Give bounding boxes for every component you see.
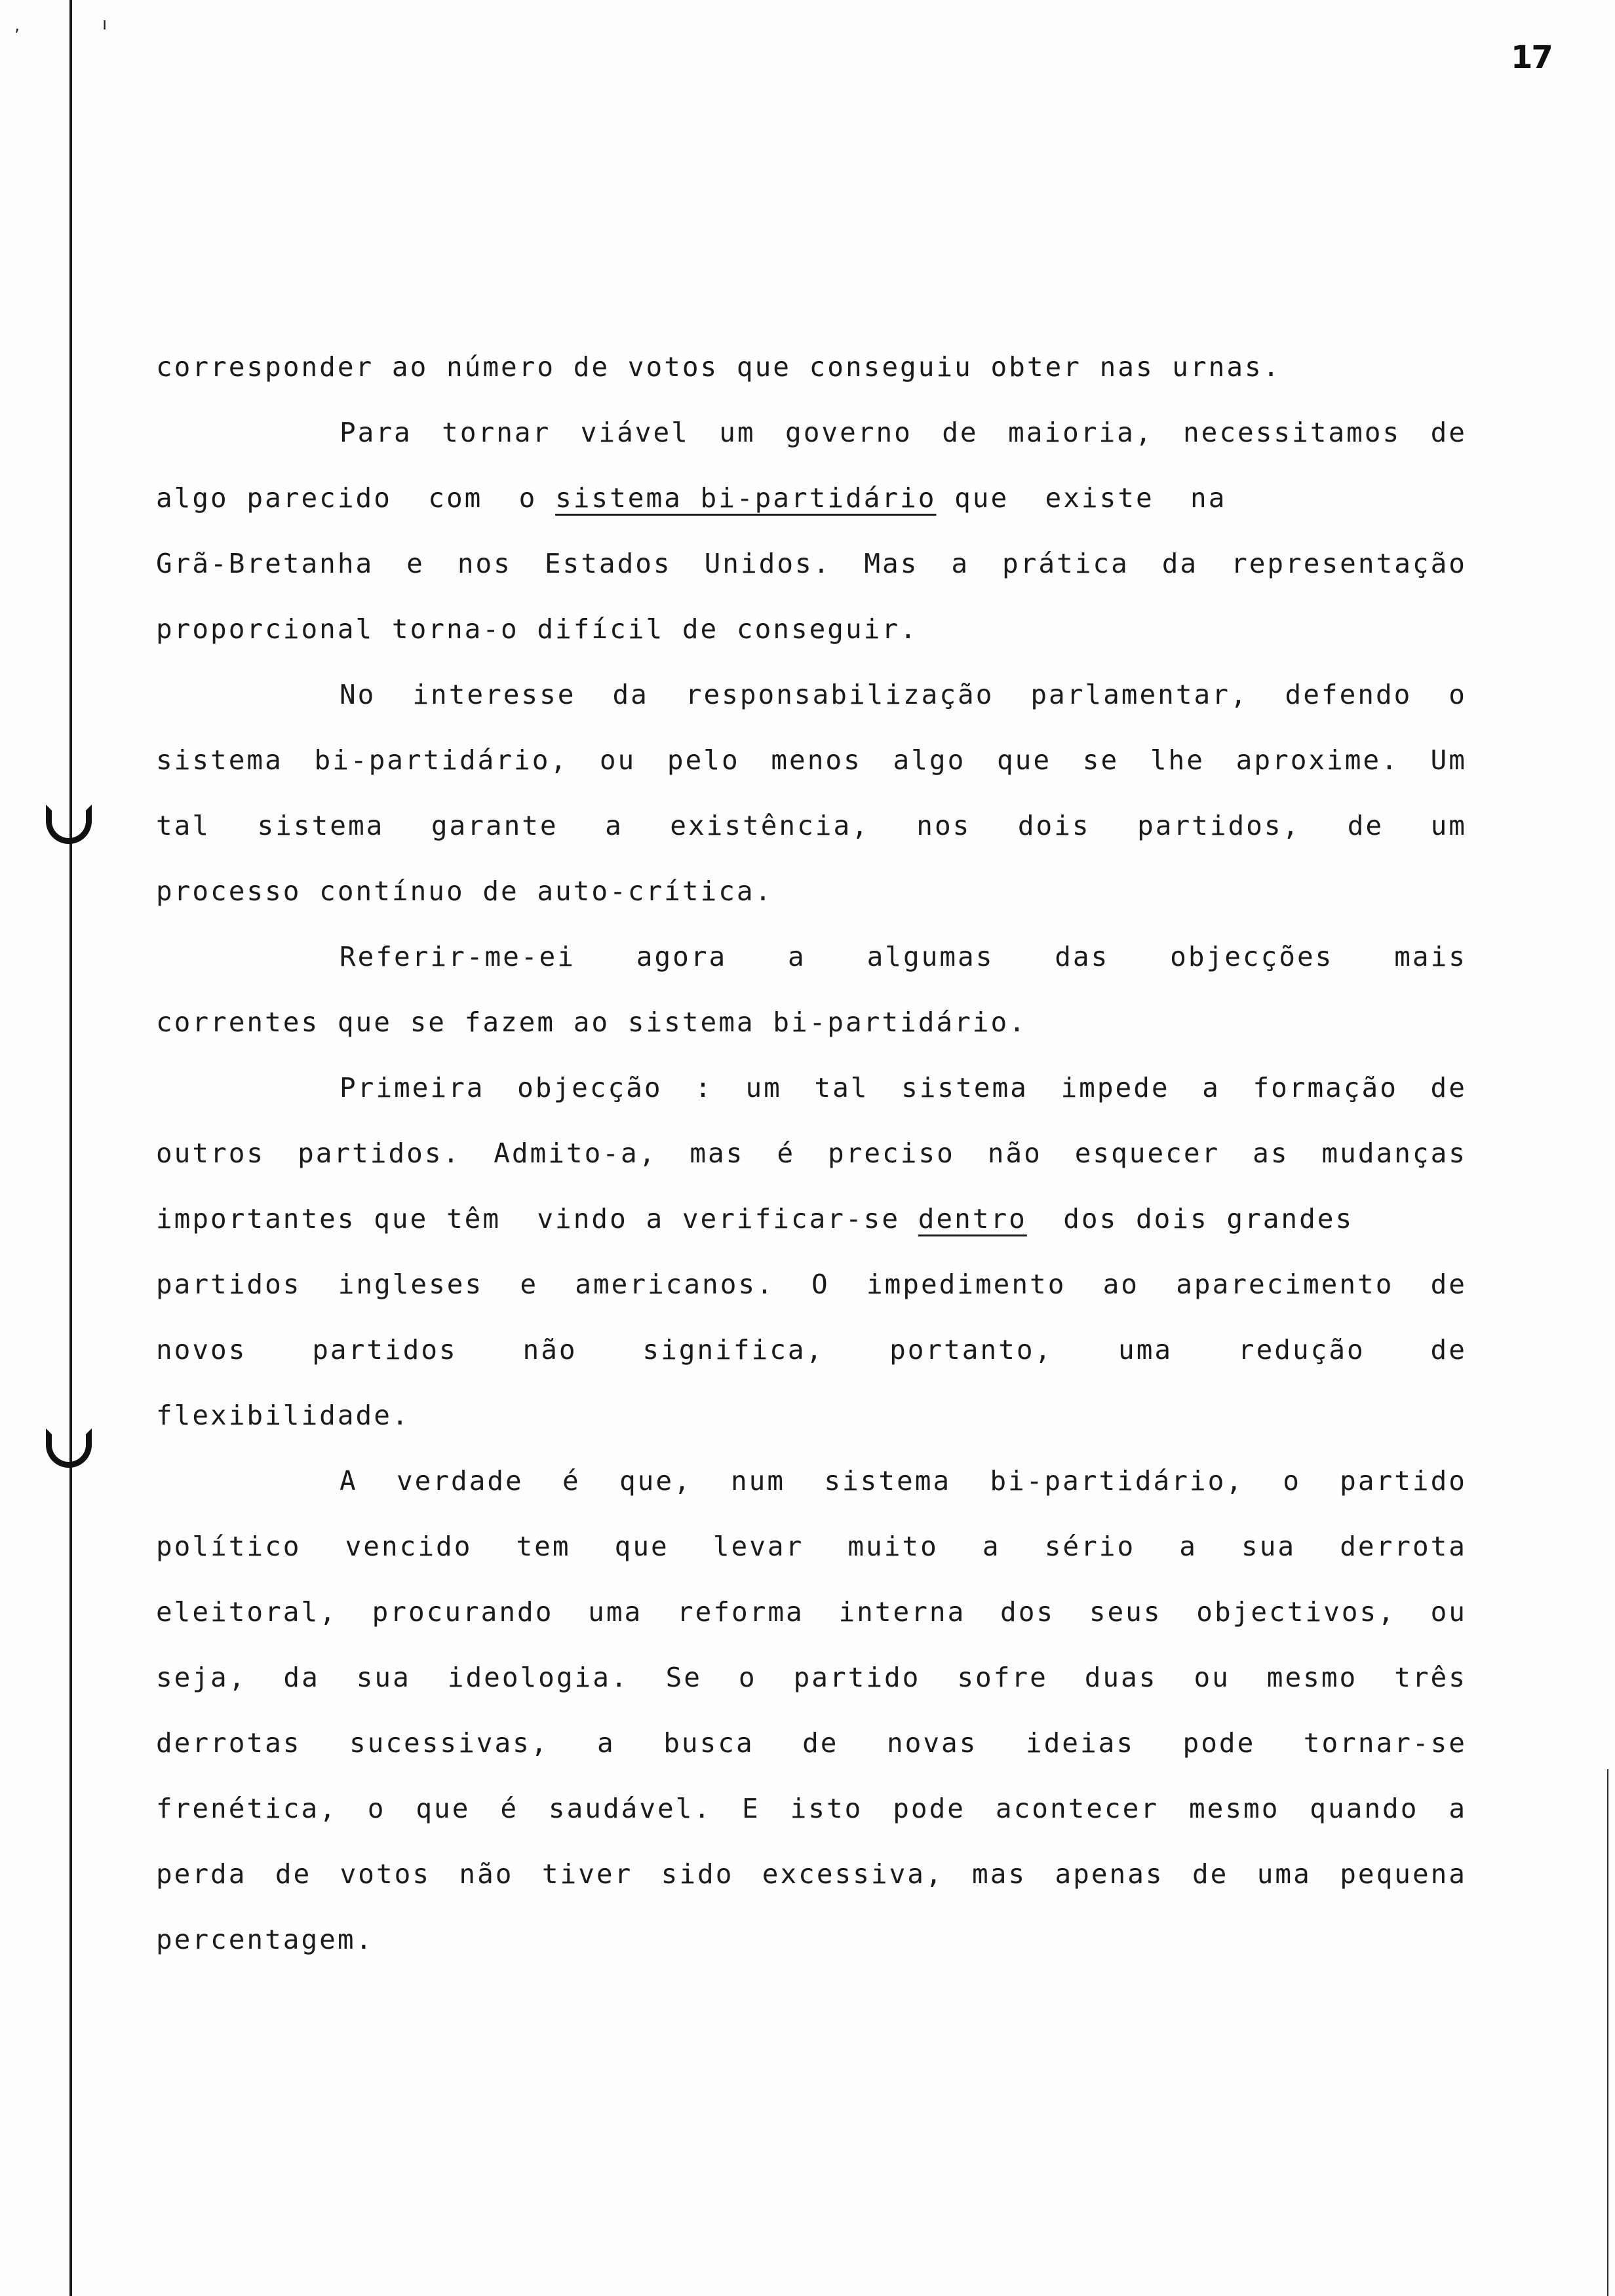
word: isto [790,1793,863,1824]
word: votos [340,1858,431,1890]
text-line [156,793,1467,858]
word: sofre [957,1662,1048,1693]
word: o [738,1662,757,1693]
word: interna [838,1596,966,1628]
word: e [406,548,425,579]
word: tornar-se [1303,1727,1467,1759]
word: Se [665,1662,702,1693]
word: ao [1102,1269,1139,1300]
word: sua [1241,1531,1296,1562]
text-segment: dos dois grandes [1026,1203,1354,1234]
paragraph [156,924,1467,1055]
word: vencido [345,1531,473,1562]
word: verdade [396,1465,524,1497]
underlined-text: dentro [918,1203,1027,1234]
text-segment: proporcional torna-o difícil de conseguir. [156,613,918,645]
text-segment: algo parecido com o [156,482,556,514]
word: ou [1430,1596,1467,1628]
word: apenas [1055,1858,1164,1890]
text-line [156,465,1467,531]
text-segment: processo contínuo de auto-crítica. [156,875,773,907]
paragraph [156,1448,1467,1972]
word: partidos [156,1269,302,1300]
word: da [283,1662,320,1693]
text-segment: importantes que têm vindo a verificar-se [156,1203,918,1234]
text-line [156,1579,1467,1645]
word: Unidos. [704,548,832,579]
text-segment: percentagem. [156,1924,374,1955]
word: Primeira [340,1072,485,1103]
word: : [695,1072,713,1103]
word: é [777,1138,796,1169]
body-text [156,334,1467,1972]
text-line [156,1448,1467,1514]
word: o [1449,679,1467,710]
word: excessiva, [762,1858,944,1890]
word: partidos [312,1334,457,1366]
word: a [597,1727,615,1759]
word: que, [619,1465,692,1497]
word: menos [771,744,862,776]
word: que [996,744,1052,776]
word: quando [1310,1793,1419,1824]
text-line [156,1841,1467,1907]
word: a [1449,1793,1467,1824]
word: objecção [517,1072,663,1103]
word: bi-partidário, [990,1465,1244,1497]
text-line [156,1514,1467,1579]
word: um [745,1072,782,1103]
text-line [156,1120,1467,1186]
punch-hole-mark [46,805,92,844]
text-segment: correntes que se fazem ao sistema bi-partidário. [156,1006,1027,1038]
word: ou [599,744,636,776]
word: tal [814,1072,869,1103]
word: partidos, [1137,810,1301,841]
word: impede [1060,1072,1170,1103]
word: eleitoral, [156,1596,338,1628]
word: uma [1256,1858,1312,1890]
word: tiver [541,1858,633,1890]
word: Admito-a, [494,1138,657,1169]
word: se [1082,744,1119,776]
word: outros [156,1138,265,1169]
word: seus [1089,1596,1162,1628]
text-line [156,989,1467,1055]
word: Para [340,417,412,448]
word: sua [356,1662,411,1693]
word: novas [887,1727,978,1759]
text-line [156,727,1467,793]
text-segment: corresponder ao número de votos que conseguiu obter nas urnas. [156,351,1281,383]
word: portanto, [889,1334,1053,1366]
binding-margin-line [69,0,72,2296]
word: muito [847,1531,939,1562]
word: três [1394,1662,1467,1693]
word: num [730,1465,786,1497]
word: perda [156,1858,247,1890]
word: sido [661,1858,734,1890]
word: defendo [1285,679,1412,710]
word: sério [1044,1531,1136,1562]
word: significa, [642,1334,825,1366]
word: é [562,1465,581,1497]
word: pode [1182,1727,1256,1759]
word: responsabilização [685,679,994,710]
word: de [942,417,979,448]
word: interesse [412,679,576,710]
text-line [156,1776,1467,1841]
punch-hole-mark [46,1428,92,1468]
text-line [156,1710,1467,1776]
word: A [340,1465,358,1497]
word: objectivos, [1196,1596,1396,1628]
word: a [788,941,806,972]
word: necessitamos [1182,417,1401,448]
word: de [1347,810,1384,841]
page-edge-line [1607,1769,1608,2296]
word: a [951,548,970,579]
text-line [156,334,1467,400]
word: saudável. [548,1793,712,1824]
word: sistema [257,810,385,841]
word: sistema [156,744,283,776]
word: dos [1000,1596,1055,1628]
word: um [1430,810,1467,841]
word: as [1253,1138,1289,1169]
word: não [987,1138,1042,1169]
word: o [367,1793,386,1824]
word: levar [712,1531,804,1562]
word: partido [793,1662,921,1693]
word: acontecer [995,1793,1159,1824]
word: sistema [824,1465,952,1497]
text-segment: flexibilidade. [156,1400,410,1431]
word: e [520,1269,539,1300]
word: preciso [827,1138,955,1169]
word: uma [588,1596,643,1628]
margin-mark: ı [102,14,107,34]
word: da [612,679,649,710]
word: objecções [1170,941,1334,972]
word: existência, [670,810,870,841]
word: mais [1394,941,1467,972]
text-line [156,858,1467,924]
word: americanos. [575,1269,775,1300]
word: procurando [372,1596,554,1628]
word: de [1192,1858,1229,1890]
word: Mas [864,548,919,579]
word: reforma [676,1596,804,1628]
word: novos [156,1334,247,1366]
word: não [459,1858,514,1890]
word: a [1179,1531,1197,1562]
word: E [741,1793,760,1824]
paragraph [156,1055,1467,1448]
word: redução [1237,1334,1365,1366]
word: algumas [866,941,994,972]
paragraph [156,662,1467,924]
word: agora [636,941,728,972]
text-line [156,1317,1467,1383]
word: prática [1002,548,1129,579]
text-line [156,1645,1467,1710]
word: governo [785,417,912,448]
text-segment: que existe na [936,482,1227,514]
text-line [156,1907,1467,1972]
word: esquecer [1074,1138,1220,1169]
word: dois [1017,810,1091,841]
word: de [802,1727,839,1759]
word: a [1202,1072,1220,1103]
word: a [605,810,623,841]
word: viável [580,417,690,448]
word: de [1430,1072,1467,1103]
word: frenética, [156,1793,338,1824]
word: parlamentar, [1030,679,1249,710]
word: tem [516,1531,571,1562]
word: sucessivas, [349,1727,549,1759]
word: mesmo [1188,1793,1280,1824]
word: representação [1231,548,1467,579]
word: é [500,1793,518,1824]
word: político [156,1531,302,1562]
word: nos [457,548,512,579]
word: derrota [1340,1531,1467,1562]
word: aproxime. [1236,744,1399,776]
paragraph [156,334,1467,400]
word: seja, [156,1662,247,1693]
word: partido [1340,1465,1467,1497]
text-line [156,596,1467,662]
text-line [156,531,1467,596]
word: ingleses [338,1269,484,1300]
word: tal [156,810,211,841]
underlined-text: sistema bi-partidário [555,482,937,514]
text-line [156,924,1467,989]
word: ideias [1025,1727,1135,1759]
word: partidos. [298,1138,461,1169]
word: mas [690,1138,745,1169]
word: sistema [901,1072,1028,1103]
word: impedimento [866,1269,1066,1300]
word: pelo [667,744,740,776]
text-line [156,400,1467,465]
word: bi-partidário, [314,744,569,776]
word: formação [1253,1072,1398,1103]
word: o [1283,1465,1301,1497]
word: Estados [544,548,672,579]
word: que [416,1793,471,1824]
text-line [156,1383,1467,1448]
word: tornar [442,417,551,448]
word: de [1430,417,1467,448]
word: nos [916,810,971,841]
word: a [982,1531,1001,1562]
word: O [811,1269,830,1300]
word: mesmo [1266,1662,1358,1693]
word: ideologia. [447,1662,629,1693]
word: mudanças [1321,1138,1467,1169]
text-line [156,662,1467,727]
word: mas [972,1858,1027,1890]
word: ou [1194,1662,1230,1693]
word: não [522,1334,577,1366]
word: algo [893,744,966,776]
text-line [156,1055,1467,1120]
word: de [1430,1269,1467,1300]
word: que [614,1531,669,1562]
word: um [719,417,756,448]
word: uma [1118,1334,1173,1366]
word: das [1055,941,1110,972]
word: busca [663,1727,754,1759]
text-line [156,1252,1467,1317]
margin-mark: , [14,16,20,35]
word: Um [1430,744,1467,776]
word: pode [893,1793,965,1824]
paragraph [156,400,1467,662]
word: de [275,1858,312,1890]
word: aparecimento [1176,1269,1394,1300]
word: maioria, [1008,417,1154,448]
word: pequena [1340,1858,1467,1890]
word: derrotas [156,1727,302,1759]
page-number: 17 [1511,39,1552,76]
word: duas [1084,1662,1158,1693]
word: garante [431,810,558,841]
word: Grã-Bretanha [156,548,374,579]
word: da [1161,548,1199,579]
word: de [1430,1334,1467,1366]
word: Referir-me-ei [340,941,575,972]
word: No [340,679,376,710]
text-line [156,1186,1467,1252]
word: lhe [1150,744,1205,776]
